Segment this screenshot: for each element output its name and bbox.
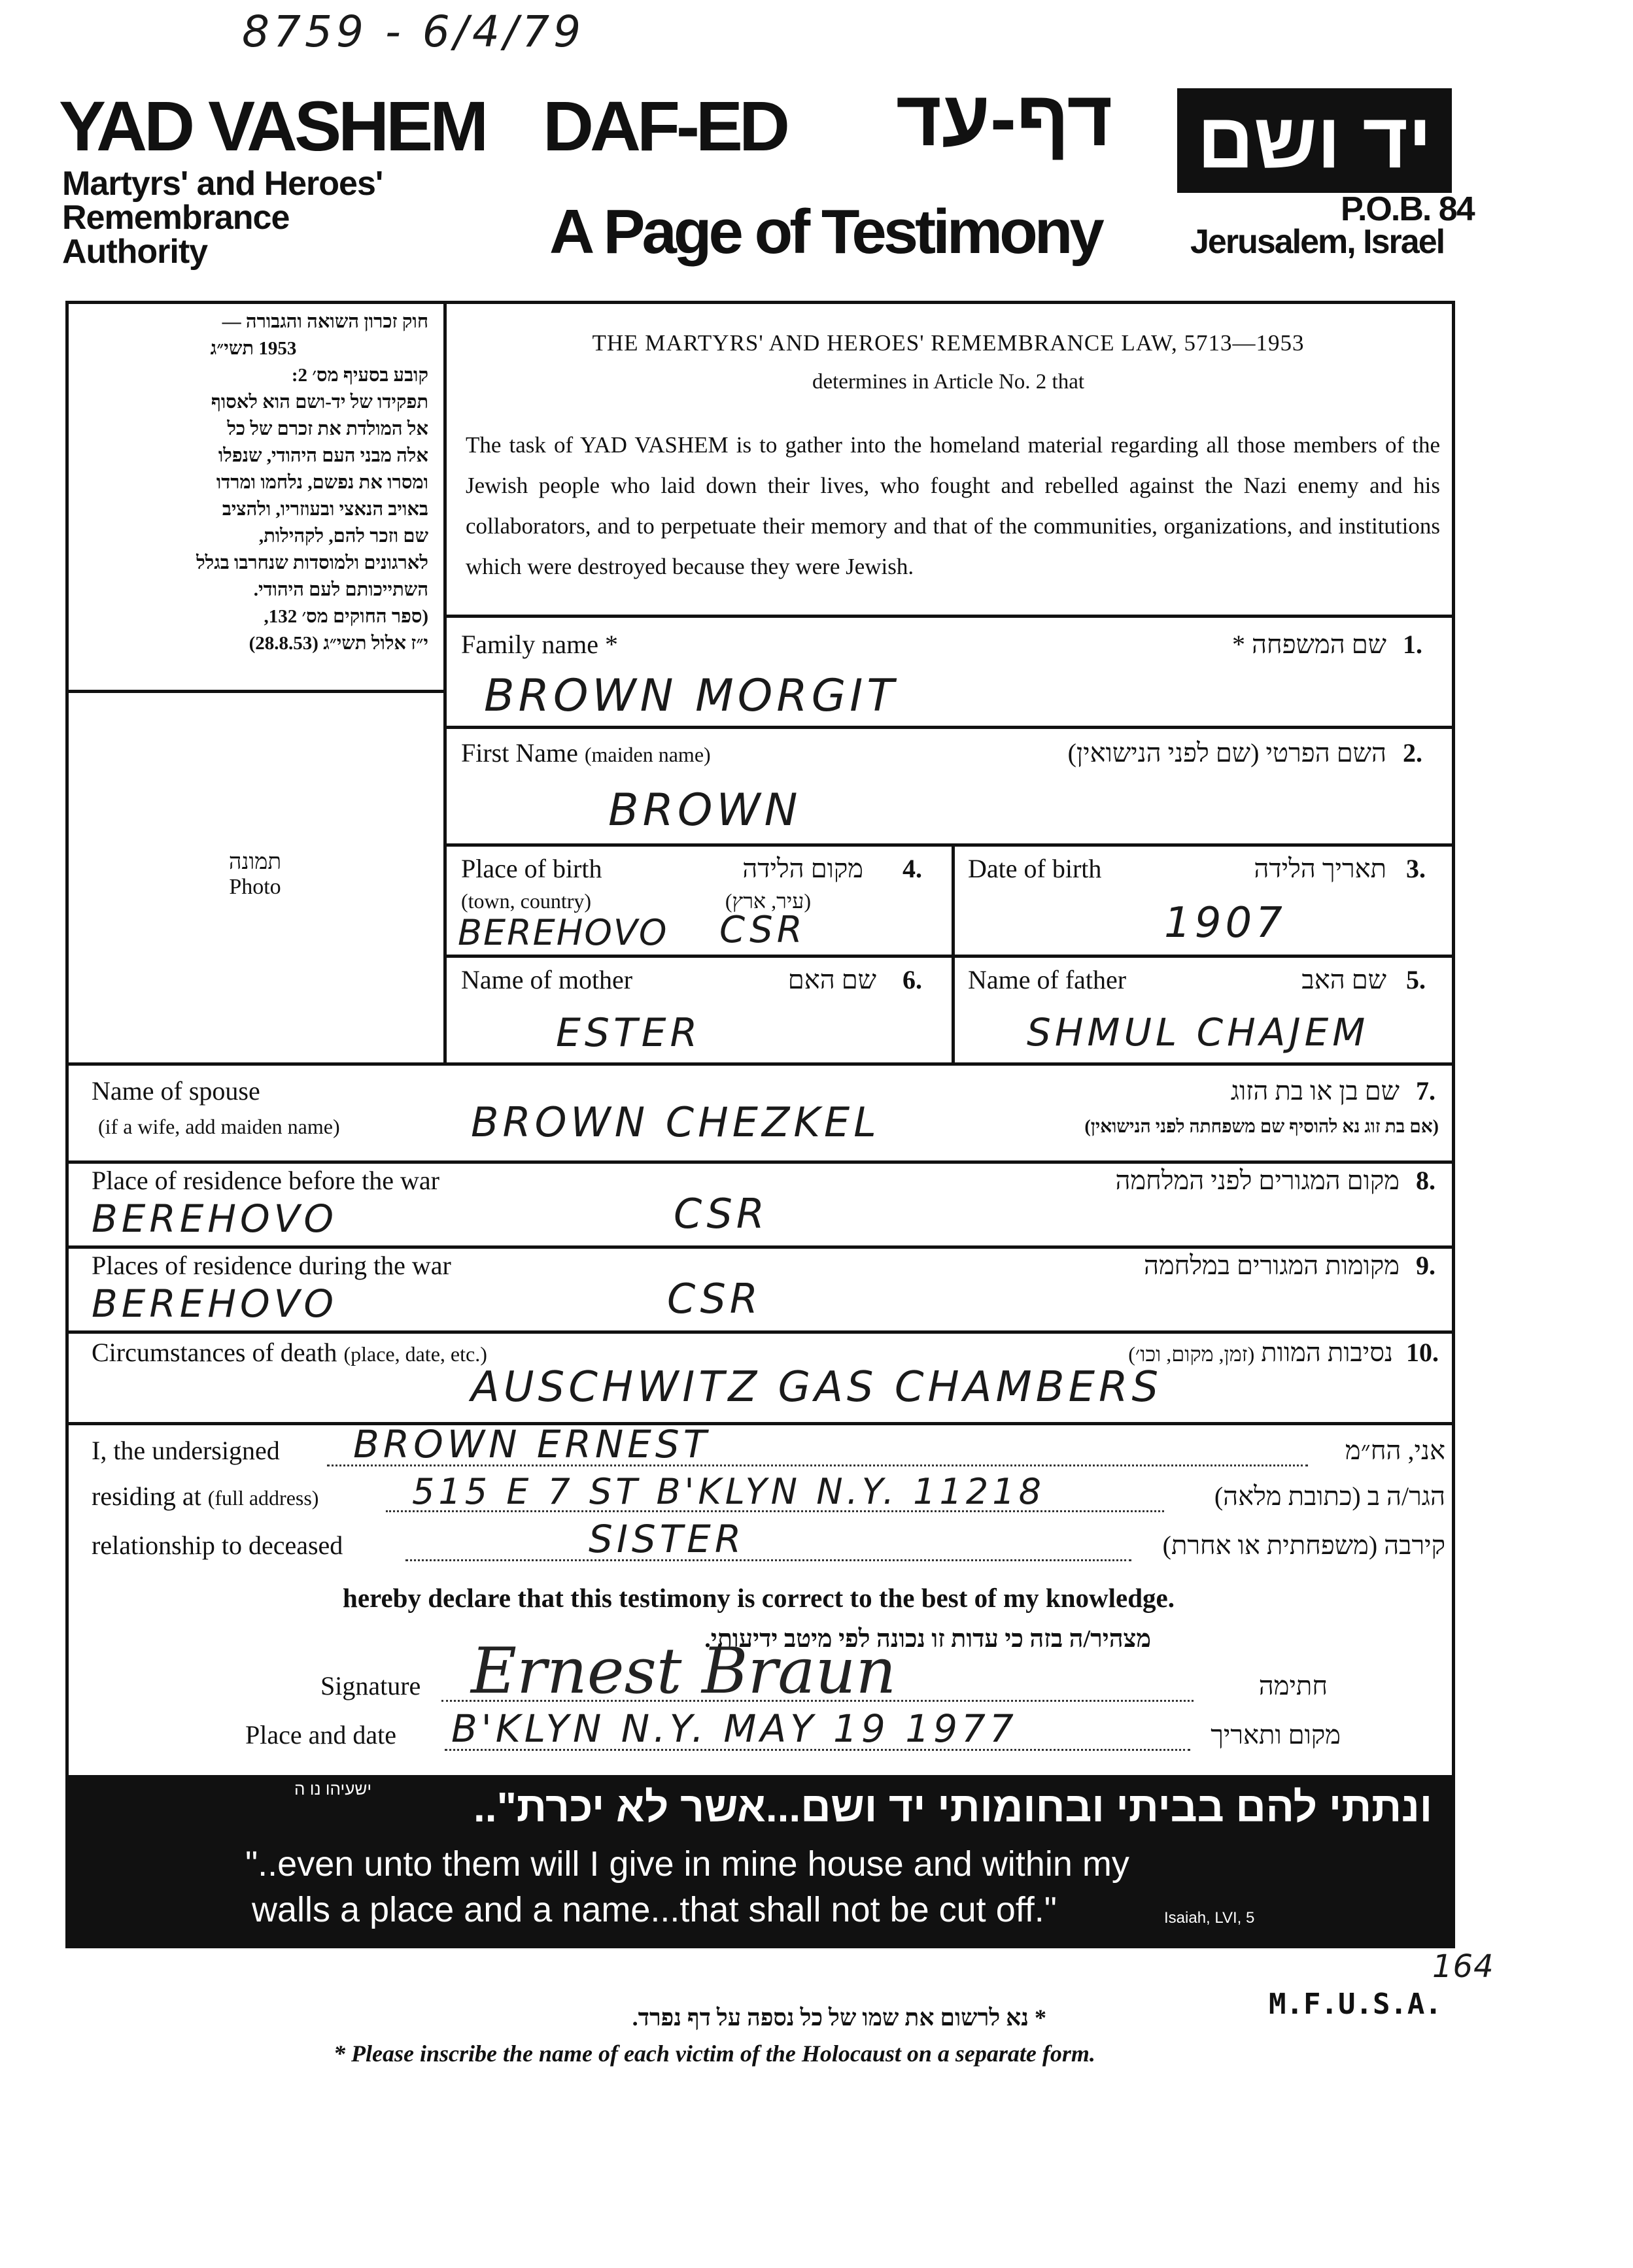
residence-before-country-value[interactable]: CSR — [674, 1190, 768, 1238]
field-number: 4. — [902, 854, 922, 883]
address-value[interactable]: 515 E 7 ST B'KLYN N.Y. 11218 — [412, 1471, 1045, 1512]
father-name-label: Name of father — [968, 965, 1127, 994]
banner-en-ref: Isaiah, LVI, 5 — [1164, 1909, 1255, 1927]
banner-he-ref: ישעיהו נו ה — [294, 1779, 372, 1799]
date-of-birth-label-he: תאריך הלידה — [1254, 854, 1386, 883]
law-subtitle: determines in Article No. 2 that — [812, 370, 1085, 394]
place-of-birth-country-value[interactable]: CSR — [719, 909, 806, 951]
father-name-label-he: שם האב — [1301, 965, 1386, 994]
page-title: A Page of Testimony — [549, 197, 1101, 267]
first-name-label-text: First Name — [461, 738, 578, 768]
family-name-value[interactable]: BROWN MORGIT — [484, 670, 898, 722]
logo-hebrew: יד ושם — [1197, 97, 1432, 184]
family-name-label-he: שם המשפחה * — [1232, 630, 1386, 659]
mother-name-label: Name of mother — [461, 965, 633, 994]
death-label-text: Circumstances of death — [92, 1338, 337, 1367]
photo-label — [65, 850, 445, 900]
first-name-value[interactable]: BROWN — [608, 785, 802, 836]
law-he-line: שם וזכר להם, לקהילות, — [258, 526, 428, 547]
law-he-line: באויב הנאצי ובעוזריו, ולהציב — [222, 499, 428, 520]
field-number: 8. — [1416, 1166, 1435, 1195]
first-name-label-he: השם הפרטי (שם לפני הנישואין) — [1067, 738, 1386, 768]
declaration-statement-he: מצהיר/ה בזה כי עדות זו נכונה לפי מיטב ידיעותי. — [704, 1625, 1151, 1653]
place-of-birth-town-value[interactable]: BEREHOVO — [458, 912, 668, 953]
law-he-line: חוק זכרון השואה והגבורה — — [222, 311, 428, 332]
field-number: 5. — [1406, 965, 1426, 994]
field-number: 9. — [1416, 1251, 1435, 1280]
law-title: THE MARTYRS' AND HEROES' REMEMBRANCE LAW, 5713—1953 — [592, 330, 1305, 356]
undersigned-label: I, the undersigned — [92, 1436, 280, 1465]
photo-label-he: תמונה — [228, 850, 282, 874]
death-label — [92, 1337, 487, 1368]
page-number: 164 — [1432, 1948, 1494, 1985]
address-label-sub: (full address) — [207, 1486, 319, 1510]
place-of-birth-label: Place of birth — [461, 854, 602, 883]
date-of-birth-label: Date of birth — [968, 854, 1102, 883]
residence-before-label: Place of residence before the war — [92, 1166, 439, 1195]
law-body: The task of YAD VASHEM is to gather into the homeland material regarding all those members of the Jewish people who laid down their lives, who fought and rebelled against the Nazi enemy and his collaborators, and to perpetuate their memory and that of the communities, organizations, and institutions which were destroyed because they were Jewish. — [466, 432, 1440, 579]
law-he-line: אל המולדת את זכרם של כל — [227, 418, 428, 439]
place-date-label-he: מקום ותאריך — [1211, 1720, 1341, 1750]
mother-name-label-he: שם האם — [787, 965, 876, 994]
field-number: 6. — [902, 965, 922, 994]
field-number: 1. — [1403, 630, 1422, 659]
law-he-line: תפקידו של יד-ושם הוא לאסוף — [211, 392, 428, 413]
declaration-statement: hereby declare that this testimony is correct to the best of my knowledge. — [343, 1583, 1175, 1613]
org-sub-line: Remembrance — [62, 199, 290, 237]
spouse-label-he: שם בן או בת הזוג — [1230, 1076, 1400, 1106]
mother-name-value[interactable]: ESTER — [556, 1010, 702, 1056]
place-of-birth-label-he: מקום הלידה — [742, 854, 863, 883]
pob: P.O.B. 84 — [1341, 190, 1474, 228]
residence-before-town-value[interactable]: BEREHOVO — [92, 1196, 337, 1241]
death-label-he-sub: (זמן, מקום, וכו׳) — [1128, 1342, 1255, 1366]
death-label-he-text: נסיבות המוות — [1261, 1338, 1393, 1367]
death-value[interactable]: AUSCHWITZ GAS CHAMBERS — [471, 1363, 1163, 1412]
daf-ed-hebrew: דף-עד — [896, 75, 1113, 162]
undersigned-label-he: אני, הח״מ — [1345, 1436, 1445, 1465]
field-number: 2. — [1403, 738, 1422, 768]
photo-label-en: Photo — [229, 875, 281, 899]
law-he-line: השתייכותם לעם היהודי. — [253, 579, 428, 600]
banner-en-line1: "..even unto them will I give in mine house and within my — [245, 1844, 1129, 1884]
footnote-english: * Please inscribe the name of each victim of the Holocaust on a separate form. — [334, 2040, 1095, 2067]
law-he-line: י״ז אלול תשי״ג (28.8.53) — [249, 633, 428, 654]
law-hebrew — [78, 309, 428, 657]
archive-code: M.F.U.S.A. — [1269, 1988, 1442, 2021]
date-of-birth-value[interactable]: 1907 — [1164, 899, 1286, 947]
undersigned-value[interactable]: BROWN ERNEST — [353, 1422, 711, 1466]
residence-during-label: Places of residence during the war — [92, 1251, 451, 1280]
law-he-line: 1953 תשי״ג — [210, 338, 297, 359]
signature-value[interactable]: Ernest Braun — [471, 1634, 897, 1708]
place-date-label: Place and date — [245, 1720, 396, 1750]
field-number: 3. — [1406, 854, 1426, 883]
father-name-value[interactable]: SHMUL CHAJEM — [1027, 1010, 1369, 1055]
signature-label-he: חתימה — [1258, 1671, 1328, 1701]
spouse-sub-he: (אם בת זוג נא להוסיף שם משפחתה לפני הנישואין) — [1084, 1117, 1439, 1137]
spouse-value[interactable]: BROWN CHEZKEL — [471, 1098, 880, 1146]
law-he-line: ומסרו את נפשם, נלחמו ומרדו — [216, 472, 428, 493]
relationship-label: relationship to deceased — [92, 1531, 343, 1560]
family-name-label: Family name * — [461, 630, 618, 659]
residence-during-country-value[interactable]: CSR — [667, 1275, 762, 1323]
address-label-text: residing at — [92, 1481, 201, 1511]
handwritten-reference: 8759 - 6/4/79 — [242, 7, 585, 57]
banner-en-line2: walls a place and a name...that shall not be cut off." — [252, 1890, 1057, 1929]
death-label-sub: (place, date, etc.) — [343, 1342, 487, 1366]
footnote-hebrew: * נא לרשום את שמו של כל נספה על דף נפרד. — [632, 2005, 1046, 2031]
address-label — [92, 1481, 318, 1512]
field-number: 7. — [1416, 1076, 1435, 1106]
first-name-label — [461, 737, 711, 768]
spouse-sub: (if a wife, add maiden name) — [98, 1115, 340, 1138]
law-he-line: לארגונים ולמוסדות שנחרבו בגלל — [196, 552, 428, 573]
banner-hebrew: ונתתי להם בביתי ובחומותי יד ושם...אשר לא יכרת".. — [473, 1784, 1432, 1831]
org-name: YAD VASHEM — [59, 86, 486, 165]
quote-banner — [65, 1775, 1455, 1948]
city: Jerusalem, Israel — [1190, 223, 1445, 261]
relationship-label-he: קירבה (משפחתית או אחרת) — [1162, 1531, 1445, 1560]
place-of-birth-sub: (town, country) — [461, 889, 592, 913]
first-name-label-note: (maiden name) — [584, 743, 711, 766]
field-number: 10. — [1406, 1338, 1439, 1367]
org-sub-line: Authority — [62, 233, 208, 271]
org-subtitle — [62, 167, 383, 269]
address-label-he: הגר/ה ב (כתובת מלאה) — [1214, 1481, 1445, 1511]
law-he-line: קובע בסעיף מס׳ 2: — [291, 365, 428, 386]
relationship-value[interactable]: SISTER — [589, 1517, 746, 1561]
residence-during-town-value[interactable]: BEREHOVO — [92, 1281, 337, 1326]
logo — [1177, 88, 1452, 193]
law-he-line: אלה מבני העם היהודי, שנפלו — [218, 445, 428, 466]
law-he-line: (ספר החוקים מס׳ 132, — [264, 606, 428, 627]
place-date-value[interactable]: B'KLYN N.Y. MAY 19 1977 — [451, 1706, 1018, 1751]
spouse-label: Name of spouse — [92, 1076, 260, 1106]
place-of-birth-sub-he: (עיר, ארץ) — [725, 889, 811, 913]
residence-before-label-he: מקום המגורים לפני המלחמה — [1115, 1166, 1400, 1195]
org-sub-line: Martyrs' and Heroes' — [62, 165, 383, 203]
daf-ed-title: DAF-ED — [543, 86, 786, 165]
signature-label: Signature — [320, 1671, 421, 1701]
residence-during-label-he: מקומות המגורים במלחמה — [1143, 1251, 1400, 1280]
